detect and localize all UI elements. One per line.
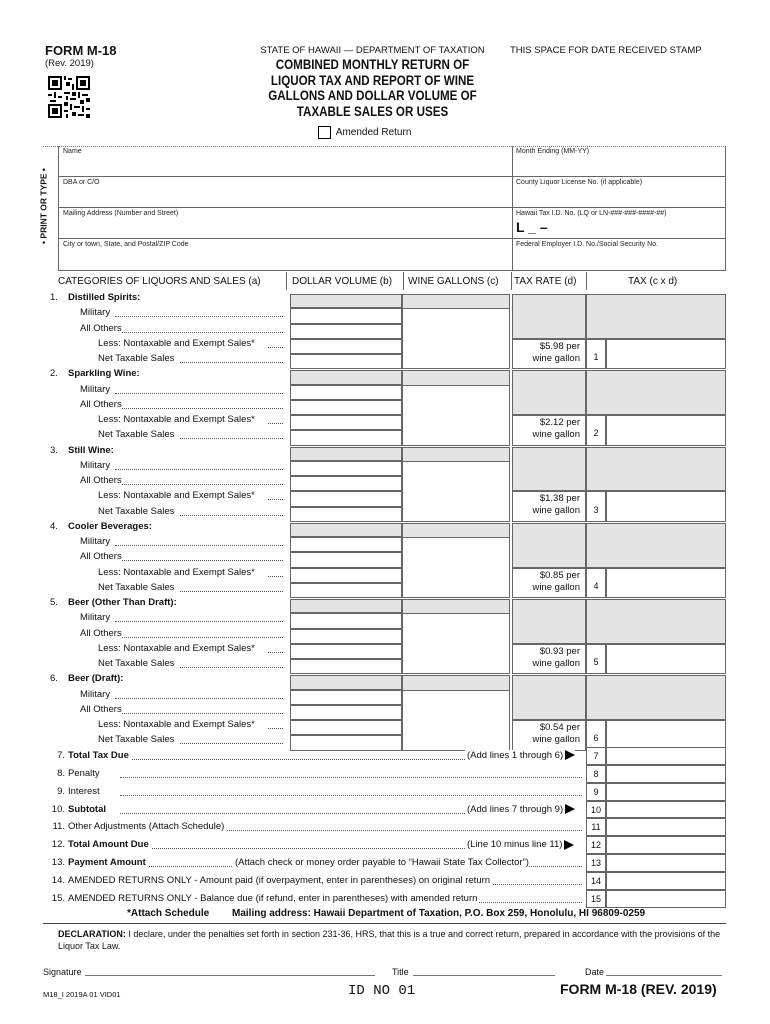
row-label-all-others: All Others <box>80 398 122 410</box>
tax-rate-value: $0.93 per wine gallon <box>532 645 580 669</box>
summary-line-number: 11. <box>52 821 65 833</box>
summary-line-label: Other Adjustments (Attach Schedule) <box>68 821 225 833</box>
tax-line-number: 2 <box>593 428 599 439</box>
summary-line-label: Payment Amount <box>68 857 146 869</box>
tax-rate-shaded <box>512 599 586 644</box>
summary-amount-input[interactable] <box>606 765 726 783</box>
row-label-less: Less: Nontaxable and Exempt Sales* <box>98 719 255 730</box>
dba-input[interactable] <box>60 188 510 206</box>
summary-line-label: AMENDED RETURNS ONLY - Amount paid (if overpayment, enter in parentheses) on original return <box>68 874 491 886</box>
dollar-volume-input[interactable] <box>290 461 402 476</box>
row-label-net: Net Taxable Sales <box>98 658 175 669</box>
dollar-volume-shaded <box>290 599 402 613</box>
summary-line-number: 10. <box>51 803 65 815</box>
dollar-volume-shaded <box>290 370 402 384</box>
summary-line-number: 13. <box>51 857 65 869</box>
arrow-right-icon <box>565 804 575 814</box>
category-name: Beer (Other Than Draft): <box>68 597 177 608</box>
summary-line-box-number: 8 <box>593 768 599 779</box>
tax-amount-input[interactable] <box>606 491 726 522</box>
dba-field-label: DBA or C/O <box>63 179 100 186</box>
tax-amount-input[interactable] <box>606 644 726 675</box>
tax-line-number: 3 <box>593 504 599 515</box>
agency-name: STATE OF HAWAII — DEPARTMENT OF TAXATION <box>260 45 485 56</box>
dollar-volume-input[interactable] <box>290 324 402 339</box>
dollar-volume-input[interactable] <box>290 507 402 522</box>
declaration-text: I declare, under the penalties set forth in section 231-36, HRS, that this is a true and correct return, prepared in accordance with the provisions of the Liquor Tax Law. <box>58 929 721 951</box>
category-number: 6. <box>50 673 58 685</box>
print-or-type-label-wrapper <box>28 146 58 271</box>
category-name: Sparkling Wine: <box>68 368 140 380</box>
column-header-categories: CATEGORIES OF LIQUORS AND SALES (a) <box>58 276 261 287</box>
tax-line-number: 5 <box>593 657 599 667</box>
county-license-input[interactable] <box>514 188 724 206</box>
summary-line-note: (Add lines 1 through 6) <box>465 750 575 761</box>
mailing-address: Mailing address: Hawaii Department of Taxation, P.O. Box 259, Honolulu, HI 96809-0259 <box>232 908 646 919</box>
summary-line-box-number: 7 <box>593 751 599 761</box>
row-label-less: Less: Nontaxable and Exempt Sales* <box>98 414 255 425</box>
row-label-military: Military <box>80 383 111 395</box>
dollar-volume-input[interactable] <box>290 430 402 445</box>
summary-line-box-number: 11 <box>591 822 601 833</box>
dollar-volume-input[interactable] <box>290 385 402 400</box>
tax-line-number: 4 <box>593 580 599 591</box>
row-label-net: Net Taxable Sales <box>98 581 175 593</box>
tax-shaded <box>586 599 726 644</box>
amended-return-checkbox[interactable] <box>318 126 331 139</box>
dollar-volume-input[interactable] <box>290 583 402 598</box>
dollar-volume-input[interactable] <box>290 735 402 750</box>
tax-shaded <box>586 447 726 492</box>
dollar-volume-input[interactable] <box>290 568 402 583</box>
row-label-less: Less: Nontaxable and Exempt Sales* <box>98 642 255 654</box>
row-label-net: Net Taxable Sales <box>98 734 175 746</box>
summary-line-label: Total Tax Due <box>68 750 129 761</box>
category-number: 3. <box>50 444 58 456</box>
dollar-volume-input[interactable] <box>290 537 402 552</box>
wine-gallons-input[interactable] <box>402 537 510 598</box>
form-code: M18_I 2019A 01 VID01 <box>43 990 121 999</box>
summary-line-note: (Add lines 7 through 9) <box>465 804 575 815</box>
tax-shaded <box>586 294 726 339</box>
summary-line-box-number: 14 <box>590 875 601 886</box>
row-label-all-others: All Others <box>80 322 122 334</box>
row-label-net: Net Taxable Sales <box>98 429 175 441</box>
summary-amount-input[interactable] <box>606 801 726 819</box>
dollar-volume-shaded <box>290 447 402 461</box>
county-license-label: County Liquor License No. (if applicable) <box>516 179 643 186</box>
amended-return-label: Amended Return <box>335 127 412 139</box>
city-field-label: City or town, State, and Postal/ZIP Code <box>63 241 189 248</box>
wine-gallons-input[interactable] <box>402 690 510 751</box>
tax-rate-shaded <box>512 447 586 492</box>
form-revision: (Rev. 2019) <box>45 58 94 69</box>
dollar-volume-input[interactable] <box>290 629 402 644</box>
summary-amount-input[interactable] <box>606 890 726 908</box>
fein-label: Federal Employer I.D. No./Social Security No. <box>516 241 658 248</box>
hawaii-tax-id-label: Hawaii Tax I.D. No. (LQ or LN-###-###-####-##) <box>516 210 667 217</box>
dollar-volume-input[interactable] <box>290 339 402 354</box>
tax-amount-input[interactable] <box>606 720 726 751</box>
signature-line[interactable] <box>85 975 375 976</box>
row-label-all-others: All Others <box>80 475 122 486</box>
row-label-military: Military <box>80 459 111 471</box>
dollar-volume-input[interactable] <box>290 644 402 659</box>
declaration-title: DECLARATION: <box>58 929 126 939</box>
summary-amount-input[interactable] <box>606 836 726 854</box>
tax-amount-input[interactable] <box>606 339 726 370</box>
dollar-volume-input[interactable] <box>290 354 402 369</box>
tax-line-number: 6 <box>593 733 599 744</box>
category-name: Cooler Beverages: <box>68 520 152 532</box>
row-label-military: Military <box>80 307 111 319</box>
tax-rate-value: $1.38 per wine gallon <box>532 493 580 517</box>
row-label-military: Military <box>80 688 111 700</box>
title-line[interactable] <box>413 975 555 976</box>
row-label-military: Military <box>80 612 111 624</box>
row-label-less: Less: Nontaxable and Exempt Sales* <box>98 566 255 578</box>
column-header-tax: TAX (c x d) <box>628 276 678 287</box>
attach-schedule-note: *Attach Schedule <box>127 908 210 919</box>
dollar-volume-input[interactable] <box>290 400 402 415</box>
form-footer-id: FORM M-18 (REV. 2019) <box>560 981 717 997</box>
dollar-volume-shaded <box>290 523 402 537</box>
summary-amount-input[interactable] <box>606 747 726 765</box>
wine-gallons-input[interactable] <box>402 613 510 674</box>
summary-line-label: Penalty <box>68 767 100 779</box>
summary-line-box-number: 9 <box>593 786 599 797</box>
city-input[interactable] <box>60 250 510 268</box>
form-title <box>263 57 482 119</box>
row-label-net: Net Taxable Sales <box>98 353 175 364</box>
summary-line-label: AMENDED RETURNS ONLY - Balance due (if refund, enter in parentheses) with amended return <box>68 892 478 904</box>
arrow-right-icon <box>564 840 574 850</box>
summary-amount-input[interactable] <box>606 818 726 836</box>
month-ending-label: Month Ending (MM-YY) <box>516 148 590 155</box>
title-line-1: COMBINED MONTHLY RETURN OF <box>275 57 470 72</box>
month-ending-input[interactable] <box>514 157 724 175</box>
summary-line-note: (Attach check or money order payable to “Hawaii State Tax Collector”) <box>235 857 529 869</box>
title-line-2: LIQUOR TAX AND REPORT OF WINE <box>270 72 475 88</box>
summary-line-number: 15. <box>51 892 65 904</box>
summary-line-number: 14. <box>51 874 65 886</box>
tax-shaded <box>586 675 726 720</box>
tax-amount-input[interactable] <box>606 415 726 446</box>
tax-shaded <box>586 370 726 415</box>
amended-return-option[interactable] <box>318 126 411 139</box>
column-header-tax-rate: TAX RATE (d) <box>514 276 577 287</box>
summary-line-number: 8. <box>57 767 65 779</box>
summary-line-note: (Line 10 minus line 11) <box>465 839 574 850</box>
tax-rate-value: $0.54 per wine gallon <box>532 722 580 745</box>
signature-label: Signature <box>43 967 82 977</box>
tax-rate-shaded <box>512 294 586 339</box>
hawaii-tax-id-prefix: L _ – <box>516 219 548 235</box>
tax-amount-input[interactable] <box>606 568 726 599</box>
date-stamp-area: THIS SPACE FOR DATE RECEIVED STAMP <box>510 45 702 56</box>
row-label-less: Less: Nontaxable and Exempt Sales* <box>98 337 255 349</box>
summary-line-box-number: 12 <box>590 840 601 851</box>
summary-amount-input[interactable] <box>606 854 726 872</box>
fein-input[interactable] <box>514 250 724 268</box>
title-line-4: TAXABLE SALES OR USES <box>296 103 449 119</box>
dollar-volume-input[interactable] <box>290 690 402 705</box>
wine-gallons-input[interactable] <box>402 308 510 369</box>
dollar-volume-input[interactable] <box>290 308 402 323</box>
summary-line-number: 7. <box>57 750 65 761</box>
date-label: Date <box>585 967 605 977</box>
category-number: 1. <box>50 292 58 303</box>
dollar-volume-input[interactable] <box>290 659 402 674</box>
wine-gallons-input[interactable] <box>402 385 510 446</box>
tax-rate-value: $0.85 per wine gallon <box>532 569 580 593</box>
form-id: FORM M-18 <box>45 43 117 58</box>
qr-code <box>48 76 90 118</box>
dollar-volume-input[interactable] <box>290 705 402 720</box>
summary-line-label: Subtotal <box>68 803 106 815</box>
summary-line-box-number: 13 <box>590 858 601 869</box>
summary-amount-input[interactable] <box>606 872 726 890</box>
summary-line-number: 9. <box>57 785 65 797</box>
address-field-label: Mailing Address (Number and Street) <box>63 210 179 217</box>
tax-rate-shaded <box>512 370 586 415</box>
summary-line-label: Interest <box>68 785 100 797</box>
category-name: Beer (Draft): <box>68 673 124 685</box>
dollar-volume-input[interactable] <box>290 476 402 491</box>
dollar-volume-input[interactable] <box>290 613 402 628</box>
dollar-volume-shaded <box>290 294 402 308</box>
row-label-all-others: All Others <box>80 703 122 715</box>
hawaii-tax-id-input[interactable] <box>560 219 724 237</box>
tax-line-number: 1 <box>593 352 599 362</box>
row-label-net: Net Taxable Sales <box>98 505 175 517</box>
summary-line-label: Total Amount Due <box>68 839 149 851</box>
tax-rate-shaded <box>512 523 586 568</box>
address-input[interactable] <box>60 219 510 237</box>
tax-shaded <box>586 523 726 568</box>
date-line[interactable] <box>606 975 722 976</box>
dollar-volume-input[interactable] <box>290 491 402 506</box>
summary-line-number: 12. <box>51 839 65 851</box>
column-header-dollar-volume: DOLLAR VOLUME (b) <box>292 276 393 287</box>
category-number: 5. <box>50 597 58 608</box>
print-or-type-label: • PRINT OR TYPE • <box>38 168 49 244</box>
name-input[interactable] <box>60 157 510 175</box>
column-header-wine-gallons: WINE GALLONS (c) <box>408 276 499 287</box>
tax-rate-value: $5.98 per wine gallon <box>532 340 580 364</box>
summary-line-box-number: 15 <box>590 893 601 904</box>
summary-line-box-number: 10 <box>590 804 601 815</box>
declaration <box>58 928 722 952</box>
title-line-3: GALLONS AND DOLLAR VOLUME OF <box>268 88 477 103</box>
row-label-military: Military <box>80 536 111 547</box>
dollar-volume-input[interactable] <box>290 720 402 735</box>
row-label-all-others: All Others <box>80 627 122 639</box>
tax-rate-value: $2.12 per wine gallon <box>532 417 580 440</box>
tax-rate-shaded <box>512 675 586 720</box>
title-label: Title <box>392 967 409 977</box>
summary-amount-input[interactable] <box>606 783 726 801</box>
category-number: 4. <box>50 520 58 532</box>
row-label-all-others: All Others <box>80 551 122 563</box>
category-name: Distilled Spirits: <box>68 292 141 303</box>
name-field-label: Name <box>63 148 82 155</box>
arrow-right-icon <box>565 750 575 760</box>
category-number: 2. <box>50 368 58 380</box>
wine-gallons-input[interactable] <box>402 461 510 522</box>
dollar-volume-input[interactable] <box>290 552 402 567</box>
dollar-volume-shaded <box>290 675 402 689</box>
dollar-volume-input[interactable] <box>290 415 402 430</box>
category-name: Still Wine: <box>68 444 114 456</box>
id-number: ID NO 01 <box>348 983 416 999</box>
row-label-less: Less: Nontaxable and Exempt Sales* <box>98 490 255 502</box>
